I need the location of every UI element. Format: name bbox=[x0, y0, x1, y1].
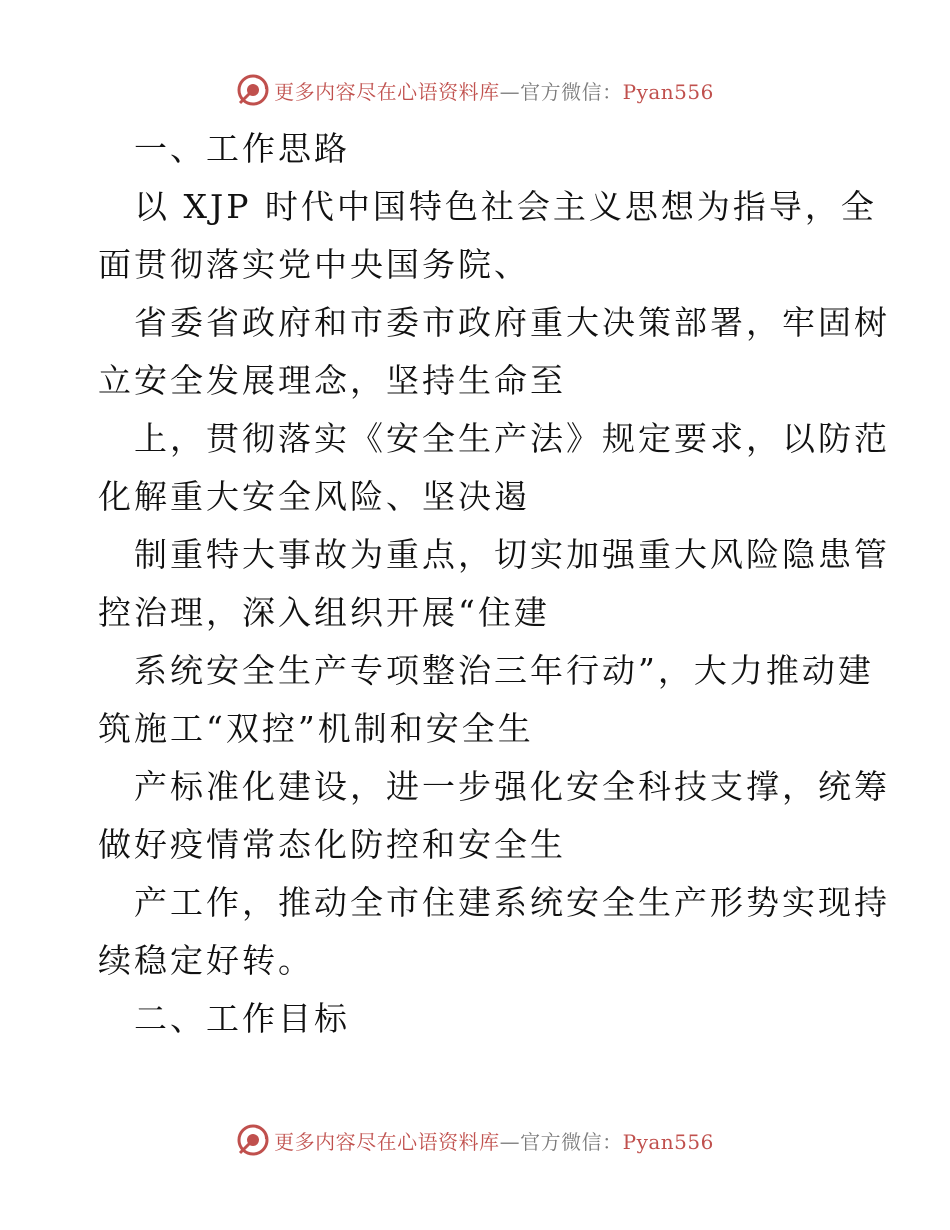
banner-wechat-id: Pyan556 bbox=[622, 79, 714, 104]
paragraph-line: 化解重大安全风险、坚决遏 bbox=[98, 477, 530, 516]
paragraph-line: 做好疫情常态化防控和安全生 bbox=[98, 825, 566, 864]
paragraph-line: 产标准化建设，进一步强化安全科技支撑，统筹 bbox=[134, 767, 890, 806]
paragraph-line: 上，贯彻落实《安全生产法》规定要求，以防范 bbox=[134, 419, 890, 458]
paragraph-line: 产工作，推动全市住建系统安全生产形势实现持 bbox=[134, 883, 890, 922]
footer-banner bbox=[0, 1120, 950, 1160]
paragraph-line: 系统安全生产专项整治三年行动”，大力推动建 bbox=[134, 651, 874, 690]
paragraph-line: 控治理，深入组织开展“住建 bbox=[98, 593, 550, 632]
section-heading-1: 一、工作思路 bbox=[134, 129, 350, 168]
section-heading-2: 二、工作目标 bbox=[134, 999, 350, 1038]
paragraph-line: 立安全发展理念，坚持生命至 bbox=[98, 361, 566, 400]
paragraph-line: 省委省政府和市委市政府重大决策部署，牢固树 bbox=[134, 303, 890, 342]
header-banner bbox=[0, 70, 950, 110]
paragraph-line: 续稳定好转。 bbox=[98, 941, 314, 980]
banner-main-text: 更多内容尽在心语资料库 bbox=[274, 1129, 500, 1154]
banner-dash: — bbox=[499, 79, 521, 104]
banner-wechat-label: 官方微信： bbox=[520, 79, 623, 104]
banner-main-text: 更多内容尽在心语资料库 bbox=[274, 79, 500, 104]
paragraph-line: 面贯彻落实党中央国务院、 bbox=[98, 245, 530, 284]
banner-text bbox=[274, 1126, 714, 1155]
banner-dash: — bbox=[499, 1129, 521, 1154]
banner-text bbox=[274, 76, 714, 105]
paragraph-line: 以 XJP 时代中国特色社会主义思想为指导，全 bbox=[134, 187, 877, 226]
banner-wechat-label: 官方微信： bbox=[520, 1129, 623, 1154]
paragraph-line: 筑施工“双控”机制和安全生 bbox=[98, 709, 534, 748]
banner-wechat-id: Pyan556 bbox=[622, 1129, 714, 1154]
document-body bbox=[98, 120, 890, 1048]
paragraph-line: 制重特大事故为重点，切实加强重大风险隐患管 bbox=[134, 535, 890, 574]
quill-logo-icon bbox=[236, 1123, 270, 1157]
quill-logo-icon bbox=[236, 73, 270, 107]
